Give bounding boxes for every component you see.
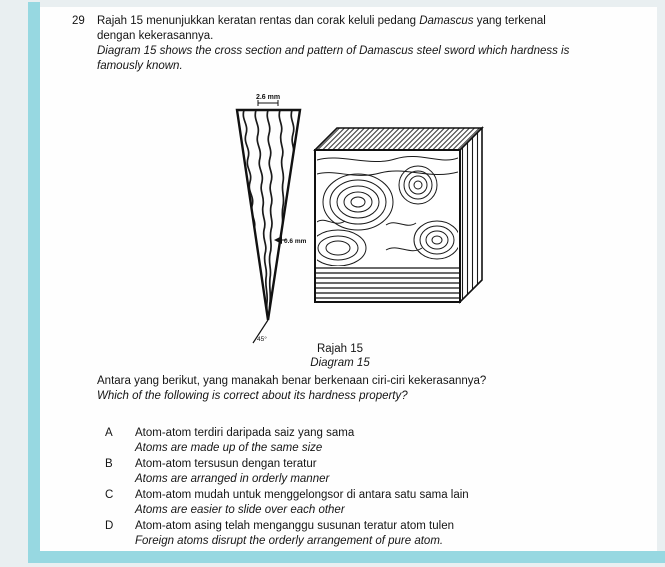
figure-caption-english: Diagram 15 [310, 357, 370, 369]
option-A-english: Atoms are made up of the same size [135, 441, 323, 454]
steel-block [310, 128, 482, 302]
sub-question [97, 374, 597, 404]
mid-width-label: 0.6 mm [284, 238, 307, 245]
options-list [105, 426, 625, 550]
page-edge-strip-bottom [28, 551, 665, 563]
option-D-malay: Atom-atom asing telah menganggu susunan teratur atom tulen [135, 520, 454, 532]
option-A [105, 426, 625, 455]
option-A-text [135, 426, 354, 455]
diagram-15 [190, 90, 490, 345]
block-top-face [315, 128, 482, 150]
exam-page [40, 7, 657, 551]
sub-question-english: Which of the following is correct about its hardness property? [97, 390, 408, 402]
stem-part-2: yang terkenal dengan kekerasannya. [97, 15, 546, 42]
option-B-english: Atoms are arranged in orderly manner [135, 472, 330, 485]
option-D-english: Foreign atoms disrupt the orderly arrangement of pure atom. [135, 534, 444, 547]
option-B-letter: B [105, 458, 113, 470]
option-D [105, 519, 625, 548]
question-stem-malay [97, 14, 577, 44]
stem-part-1: Rajah 15 menunjukkan keratan rentas dan corak keluli pedang [97, 15, 420, 27]
option-D-text [135, 519, 454, 548]
blade-cross-section [237, 94, 307, 343]
option-C-letter: C [105, 489, 114, 501]
option-A-malay: Atom-atom terdiri daripada saiz yang sama [135, 427, 355, 439]
option-A-letter: A [105, 427, 113, 439]
option-D-letter: D [105, 520, 114, 532]
option-C-malay: Atom-atom mudah untuk menggelongsor di antara satu sama lain [135, 489, 469, 501]
figure-caption [190, 342, 490, 370]
page-edge-strip-left [28, 2, 40, 563]
block-side-face [460, 128, 482, 302]
question-number: 29 [72, 15, 85, 27]
stem-damascus-italic: Damascus [419, 15, 474, 27]
layer-band [315, 268, 460, 298]
top-width-dimension [256, 94, 280, 106]
figure-caption-malay: Rajah 15 [316, 343, 364, 355]
question-stem [97, 14, 577, 74]
option-B [105, 457, 625, 486]
option-C [105, 488, 625, 517]
option-C-english: Atoms are easier to slide over each other [135, 503, 345, 516]
option-B-malay: Atom-atom tersusun dengan teratur [135, 458, 317, 470]
top-width-label: 2.6 mm [255, 94, 281, 101]
option-B-text [135, 457, 329, 486]
tip-angle-label: 45° [257, 336, 267, 343]
option-C-text [135, 488, 469, 517]
damascus-layer-chains [243, 110, 294, 320]
sub-question-malay: Antara yang berikut, yang manakah benar berkenaan ciri-ciri kekerasannya? [97, 375, 487, 387]
question-stem-english: Diagram 15 shows the cross section and pattern of Damascus steel sword which hardness is famously known. [97, 45, 570, 72]
tip-angle [253, 320, 268, 343]
